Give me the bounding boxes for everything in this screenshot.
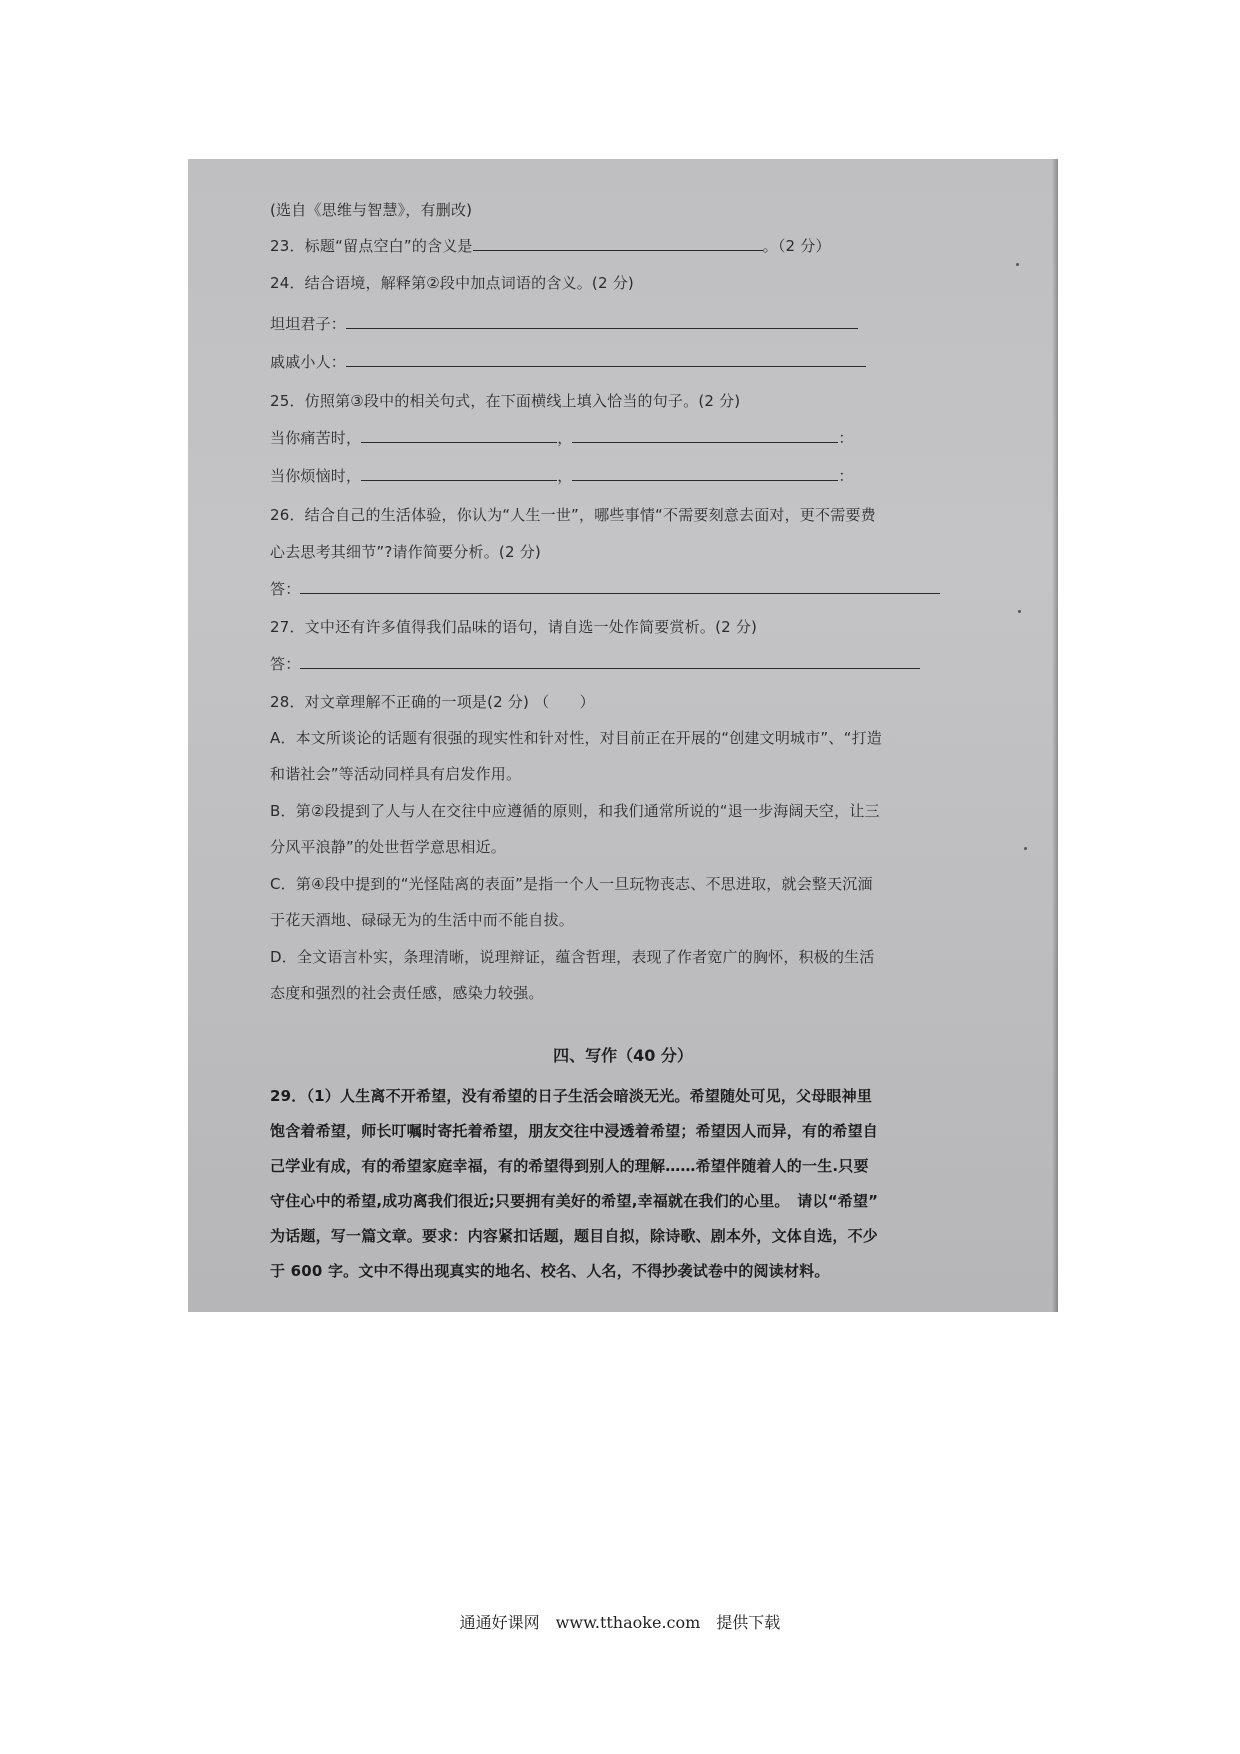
colon: ： — [838, 429, 854, 447]
q25-line-1 — [270, 427, 854, 448]
photo-shadow-edge — [1052, 159, 1058, 1312]
question-27: 27．文中还有许多值得我们品味的语句，请自选一处作简要赏析。(2 分) — [270, 618, 758, 636]
q24-item-1-label: 坦坦君子： — [270, 315, 347, 333]
q29-line-4: 守住心中的希望,成功离我们很近;只要拥有美好的希望,幸福就在我们的心里。 请以“希望” — [270, 1192, 879, 1210]
answer-blank[interactable] — [300, 579, 940, 594]
q25-line-1-label: 当你痛苦时， — [270, 429, 362, 447]
exam-page-photo — [188, 159, 1058, 1312]
option-b-line-1: B．第②段提到了人与人在交往中应遵循的原则，和我们通常所说的“退一步海阔天空，让三 — [270, 802, 880, 820]
question-26-line-2: 心去思考其细节”?请作简要分析。(2 分) — [270, 543, 541, 561]
colon: ： — [838, 467, 854, 485]
section-heading-writing: 四、写作（40 分） — [553, 1046, 693, 1065]
answer-blank[interactable] — [473, 236, 763, 251]
q23-prefix: 23．标题“留点空白”的含义是 — [270, 237, 473, 255]
answer-blank[interactable] — [346, 352, 866, 367]
answer-blank[interactable] — [346, 314, 858, 329]
answer-blank[interactable] — [572, 466, 838, 481]
option-c-line-1: C．第④段中提到的“光怪陆离的表面”是指一个人一旦玩物丧志、不思进取，就会整天沉湎 — [270, 875, 873, 893]
question-24: 24．结合语境，解释第②段中加点词语的含义。(2 分) — [270, 274, 634, 292]
q25-line-2-label: 当你烦恼时， — [270, 467, 362, 485]
option-a-line-2: 和谐社会”等活动同样具有启发作用。 — [270, 765, 522, 783]
q29-line-6: 于 600 字。文中不得出现真实的地名、校名、人名，不得抄袭试卷中的阅读材料。 — [270, 1262, 830, 1280]
comma: ， — [557, 429, 573, 447]
q23-suffix: 。（2 分） — [762, 237, 831, 255]
answer-label: 答： — [270, 580, 301, 598]
answer-blank[interactable] — [572, 428, 838, 443]
question-25: 25．仿照第③段中的相关句式，在下面横线上填入恰当的句子。(2 分) — [270, 392, 741, 410]
answer-label: 答： — [270, 655, 301, 673]
option-b-line-2: 分风平浪静”的处世哲学意思相近。 — [270, 838, 506, 856]
option-a-line-1: A．本文所谈论的话题有很强的现实性和针对性，对目前正在开展的“创建文明城市”、“打造 — [270, 729, 882, 747]
speck — [1018, 610, 1021, 613]
answer-blank[interactable] — [361, 428, 557, 443]
q24-item-1 — [270, 313, 858, 334]
download-footer: 通通好课网 www.tthaoke.com 提供下载 — [459, 1613, 781, 1632]
q26-answer — [270, 578, 940, 599]
q24-item-2 — [270, 351, 866, 372]
answer-blank[interactable] — [300, 654, 920, 669]
q24-item-2-label: 戚戚小人： — [270, 353, 347, 371]
speck — [1016, 263, 1019, 266]
option-c-line-2: 于花天酒地、碌碌无为的生活中而不能自拔。 — [270, 911, 575, 929]
comma: ， — [557, 467, 573, 485]
q29-line-3: 己学业有成，有的希望家庭幸福，有的希望得到别人的理解……希望伴随着人的一生.只要 — [270, 1157, 869, 1175]
q27-answer — [270, 653, 920, 674]
q29-line-5: 为话题，写一篇文章。要求：内容紧扣话题，题目自拟，除诗歌、剧本外，文体自选，不少 — [270, 1227, 879, 1245]
q29-line-1: 29．（1）人生离不开希望，没有希望的日子生活会暗淡无光。希望随处可见，父母眼神里 — [270, 1087, 873, 1105]
q25-line-2 — [270, 465, 854, 486]
speck — [1024, 847, 1027, 850]
question-23 — [270, 235, 831, 256]
answer-blank[interactable] — [361, 466, 557, 481]
option-d-line-1: D．全文语言朴实，条理清晰，说理辩证，蕴含哲理，表现了作者宽广的胸怀，积极的生活 — [270, 948, 875, 966]
question-28: 28．对文章理解不正确的一项是(2 分) （ ） — [270, 693, 595, 711]
source-note: (选自《思维与智慧》，有删改) — [270, 201, 473, 219]
question-26-line-1: 26．结合自己的生活体验，你认为“人生一世”，哪些事情“不需要刻意去面对，更不需要费 — [270, 506, 876, 524]
option-d-line-2: 态度和强烈的社会责任感，感染力较强。 — [270, 984, 544, 1002]
q29-line-2: 饱含着希望，师长叮嘱时寄托着希望，朋友交往中浸透着希望；希望因人而异，有的希望自 — [270, 1122, 879, 1140]
